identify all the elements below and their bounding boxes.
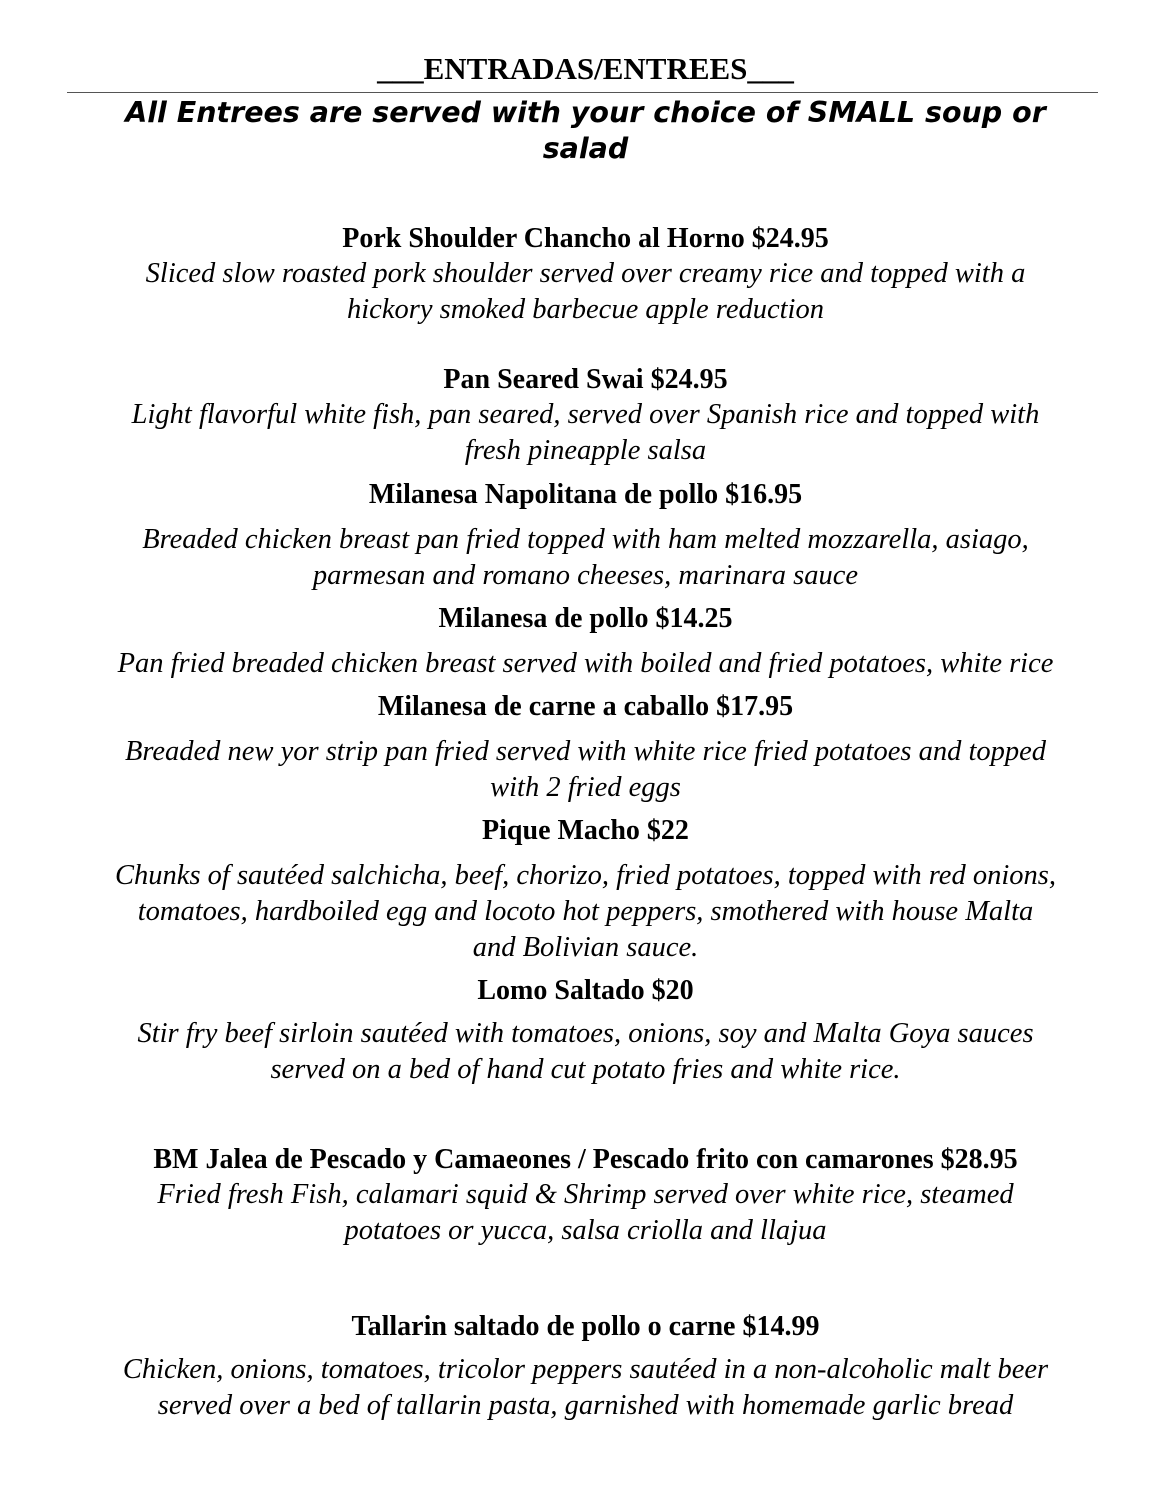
menu-item-name: Pique Macho $22 [482, 815, 689, 846]
menu-item-description: Fried fresh Fish, calamari squid & Shrimp served over white rice, steamed potatoes or yucca, salsa criolla and llajua [157, 1179, 1014, 1246]
menu-item-description: Stir fry beef sirloin sautéed with tomatoes, onions, soy and Malta Goya sauces served on a bed of hand cut potato fries and white rice. [137, 1018, 1034, 1085]
menu-item-name: Milanesa Napolitana de pollo $16.95 [368, 479, 803, 510]
menu-item-description: Breaded new yor strip pan fried served with white rice fried potatoes and topped with 2 fried eggs [124, 736, 1047, 803]
menu-item [40, 690, 1131, 806]
menu-item-description: Chicken, onions, tomatoes, tricolor peppers sautéed in a non-alcoholic malt beer served over a bed of tallarin pasta, garnished with homemade garlic bread [122, 1354, 1049, 1421]
menu-item [40, 363, 1131, 469]
menu-item [40, 478, 1131, 594]
menu-item-description: Breaded chicken breast pan fried topped with ham melted mozzarella, asiago, parmesan and romano cheeses, marinara sauce [142, 524, 1029, 591]
menu-item-description: Chunks of sautéed salchicha, beef, chorizo, fried potatoes, topped with red onions, tomatoes, hardboiled egg and locoto hot peppers, smothered with house Malta and Bolivian sauce. [115, 860, 1056, 963]
menu-item [40, 602, 1131, 682]
menu-item-name: Pork Shoulder Chancho al Horno $24.95 [342, 223, 829, 254]
menu-item [40, 222, 1131, 328]
title-divider [67, 92, 1098, 93]
page-title: ___ENTRADAS/ENTREES___ [377, 51, 794, 86]
menu-item-description: Sliced slow roasted pork shoulder served over creamy rice and topped with a hickory smoked barbecue apple reduction [145, 258, 1026, 325]
menu-item-name: BM Jalea de Pescado y Camaeones / Pescado frito con camarones $28.95 [153, 1144, 1018, 1175]
menu-item-name: Pan Seared Swai $24.95 [443, 364, 728, 395]
menu-item [40, 1143, 1131, 1249]
menu-item [40, 974, 1131, 1088]
menu-item-description: Light flavorful white fish, pan seared, served over Spanish rice and topped with fresh pineapple salsa [131, 399, 1040, 466]
menu-item-name: Lomo Saltado $20 [477, 975, 694, 1006]
entree-note: All Entrees are served with your choice of SMALL soup or salad [125, 96, 1046, 165]
menu-item [40, 814, 1131, 966]
menu-item-name: Milanesa de carne a caballo $17.95 [377, 691, 794, 722]
menu-item-name: Milanesa de pollo $14.25 [438, 603, 733, 634]
menu-item [40, 1310, 1131, 1424]
menu-item-description: Pan fried breaded chicken breast served with boiled and fried potatoes, white rice [117, 648, 1054, 679]
menu-item-name: Tallarin saltado de pollo o carne $14.99 [351, 1311, 820, 1342]
